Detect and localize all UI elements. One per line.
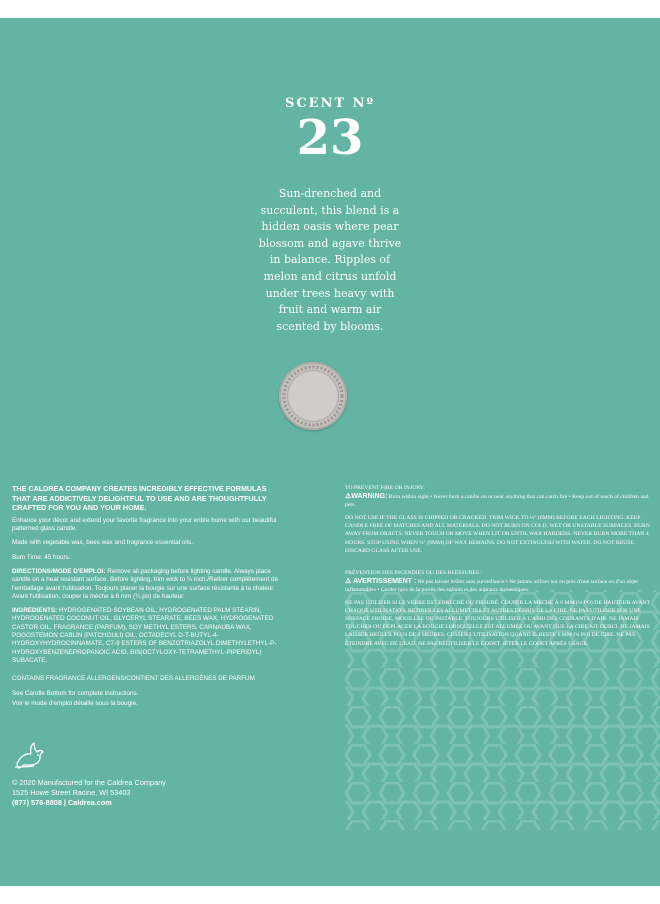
right-warning-column xyxy=(345,484,653,653)
burn-time: Burn Time: 45 hours. xyxy=(12,553,71,561)
prevent-title: TO PREVENT FIRE OR INJURY: xyxy=(345,485,425,491)
see-bottom-note: See Candle Bottom for complete instructions. xyxy=(12,689,139,697)
directions-label: DIRECTIONS/MODE D'EMPLOI: xyxy=(12,567,106,575)
left-information-column xyxy=(12,484,284,714)
address: 1525 Howe Street Racine, WI 53403 xyxy=(12,788,131,797)
allergens-notice: CONTAINS FRAGRANCE ALLERGENS/CONTIENT DES ALLERGÈNES DE PARFUM xyxy=(12,675,255,683)
scent-description: Sun-drenched and succulent, this blend is a hidden oasis where pear blossom and agave thrive in balance. Ripples of melon and citrus unfold under trees heavy with fruit and warm air scented by blooms. xyxy=(258,187,402,333)
warning-caps-fr: NE PAS UTILISER SI LE VERRE EST ÉBRÉCHÉ OU FISSURÉ. COUPER LA MÈCHE À 6 MM (¼ PO) DE HAUTEUR AVANT CHAQUE UTILISATION. RETIRER LES ALLUMETTES ET AUTRES DÉBRIS DE LA CIRE. NE PAS UTILISER SUR UNE SURFACE FROIDE, MOUILLÉE OU INSTABLE. TOUJOURS UTILISER À L'ABRI DES COURANTS D'AIR. NE JAMAIS TOUCHER OU DÉPLACER LA BOUGIE LORSQU'ELLE EST ALLUMÉE OU AVANT QUE LA CIRE AIT DURCI. NE JAMAIS LAISSER BRÛLER PLUS DE 4 HEURES. CESSER L'UTILISATION QUAND IL RESTE 6 MM (¼ PO) DE CIRE. NE PAS ÉTEINDRE AVEC DE L'EAU. NE PAS RÉUTILISER LE GODET. JETER LE GODET APRÈS USAGE. xyxy=(345,600,650,647)
warning xyxy=(345,493,653,509)
warning-fr xyxy=(345,578,653,594)
copyright: © 2020 Manufactured for the Caldrea Company xyxy=(12,778,166,787)
footer xyxy=(12,742,272,808)
scent-number: 23 xyxy=(296,110,364,166)
made-with-text: Made with vegetable wax, bees wax and fragrance essential oils. xyxy=(12,539,193,547)
warning-label: ⚠WARNING: xyxy=(345,493,388,501)
ingredients-label: INGREDIENTS: xyxy=(12,607,58,615)
ingredients xyxy=(12,607,284,665)
contact-info: (877) 576-8808 | Caldrea.com xyxy=(12,798,112,807)
company-intro: THE CALDREA COMPANY CREATES INCREDIBLY EFFECTIVE FORMULAS THAT ARE ADDICTIVELY DELIGHTFUL TO USE AND ARE THOUGHTFULLY CRAFTED FOR YOU AND YOUR HOME. xyxy=(12,484,267,513)
cruelty-free-bunny-icon xyxy=(14,742,44,770)
directions-text: Remove all packaging before lighting candle. Always place candle on a heat resistant surface. Before lighting, trim wick to ¼ inch./Retirer complètement de l'emballage avant l'utilisation. Toujours placer la bougie sur une surface résistante à la chaleur. Avant l'utilisation, couper la mèche à 6 mm (¼ po) de hauteur. xyxy=(12,567,278,600)
warning-text-fr: Ne pas laisser brûler sans surveillance • Ne jamais utiliser sur ou près d'une surface ou d'un objet inflammables • Garder hors de la portée des enfants et des animaux domestiques. xyxy=(345,578,638,593)
warning-caps-en: DO NOT USE IF THE GLASS IS CHIPPED OR CRACKED. TRIM WICK TO ¼" (6MM) BEFORE EACH LIGHTING. KEEP CANDLE FREE OF MATCHES AND ALL MATERIALS. DO NOT BURN ON COLD, WET OR UNSTABLE SURFACES. BURN AWAY FROM DRAFTS. NEVER TOUCH OR MOVE WHEN LIT OR UNTIL WAX HARDENS. NEVER BURN MORE THAN 4 HOURS. STOP USING WHEN ¼" (6MM) OF WAX REMAINS. DO NOT EXTINGUISH WITH WATER. DO NOT REUSE. DISCARD GLASS AFTER USE. xyxy=(345,515,650,554)
ingredients-text: HYDROGENATED SOYBEAN OIL, HYDROGENATED PALM STEARIN, HYDROGENATED COCONUT OIL, GLYCERYL STEARATE, BEES WAX, HYDROGENATED CASTOR OIL, FRAGRANCE (PARFUM), SOY METHYL ESTERS, CARNAUBA WAX, POGOSTEMON CABLIN (PATCHOULI) OIL, OCTADECYL D-T-BUTYL-4-HYDROXYHYDROCINNAMATE, C7-9 ESTERS OF BENZOTRIAZOLYL DIMETHYLETHYL-P-HYDROXYBENZENEPROPANOIC ACID, BIS(OCTYLOXY-TETRAMETHYL-PIPERIDYL) SUBACATE. xyxy=(12,607,277,664)
warning-text: Burn within sight • Never burn a candle on or near anything that can catch fire • Keep out of reach of children and pets. xyxy=(345,494,649,509)
prevent-title-fr: PRÉVENTION DES INCENDIES OU DES BLESSURES : xyxy=(345,569,483,576)
directions xyxy=(12,568,284,601)
seal-pattern-icon xyxy=(279,362,347,430)
enhance-text: Enhance your décor and extend your favorite fragrance into your entire home with our beautiful patterned glass candle. xyxy=(12,516,277,533)
wax-seal-medallion xyxy=(279,362,347,430)
label-panel xyxy=(0,18,660,886)
warning-label-fr: ⚠ AVERTISSEMENT : xyxy=(345,577,417,585)
scent-label: SCENT Nº xyxy=(284,96,376,111)
voir-note: Voir le mode d'emploi détaillé sous la bougie. xyxy=(12,699,138,707)
